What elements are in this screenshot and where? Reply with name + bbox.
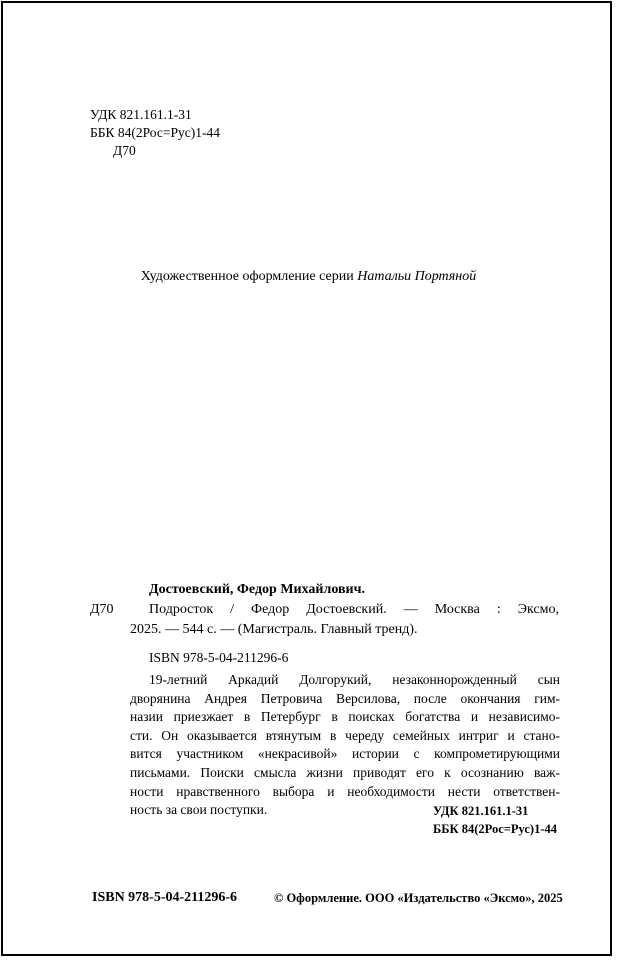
design-credit	[0, 269, 617, 285]
udk-code: УДК 821.161.1-31	[90, 107, 192, 122]
classification-codes-bottom	[433, 802, 557, 838]
bibliography-title-line: Подросток / Федор Достоевский. — Москва : Эксмо,	[149, 602, 559, 617]
footer-isbn: ISBN 978-5-04-211296-6	[92, 890, 238, 905]
bibliography-imprint-line: 2025. — 544 с. — (Магистраль. Главный тренд).	[130, 622, 418, 637]
annotation-line: ность за свои поступки.	[130, 802, 268, 818]
bibliography-isbn: ISBN 978-5-04-211296-6	[149, 650, 289, 665]
author-mark: Д70	[113, 143, 136, 158]
annotation-line: назии приезжает в Петербург в поисках богатства и независимо-	[130, 709, 560, 725]
udk-code-bottom: УДК 821.161.1-31	[433, 804, 529, 818]
bibliography-author: Достоевский, Федор Михайлович.	[149, 582, 366, 597]
bbk-code-bottom: ББК 84(2Рос=Рус)1-44	[433, 822, 557, 836]
designer-name: Натальи Портяной	[357, 269, 477, 284]
annotation-line: сти. Он оказывается втянутым в череду семейных интриг и стано-	[130, 727, 560, 743]
annotation	[130, 671, 560, 820]
annotation-line: вится участником «некрасивой» истории с компрометирующими	[130, 746, 560, 762]
annotation-line: письмами. Поиски смысла жизни приводят его к осознанию важ-	[130, 764, 560, 780]
annotation-line: дворянина Андрея Петровича Версилова, после окончания гим-	[130, 690, 560, 706]
footer-copyright: © Оформление. ООО «Издательство «Эксмо», 2025	[274, 891, 563, 905]
bbk-code: ББК 84(2Рос=Рус)1-44	[90, 125, 220, 140]
design-credit-prefix: Художественное оформление серии	[140, 269, 354, 284]
bibliography-author-mark: Д70	[90, 602, 114, 617]
annotation-line: ности нравственного выбора и необходимости нести ответствен-	[130, 783, 560, 799]
annotation-line: 19-летний Аркадий Долгорукий, незаконнорожденный сын	[149, 672, 560, 687]
classification-codes-top	[90, 106, 220, 160]
